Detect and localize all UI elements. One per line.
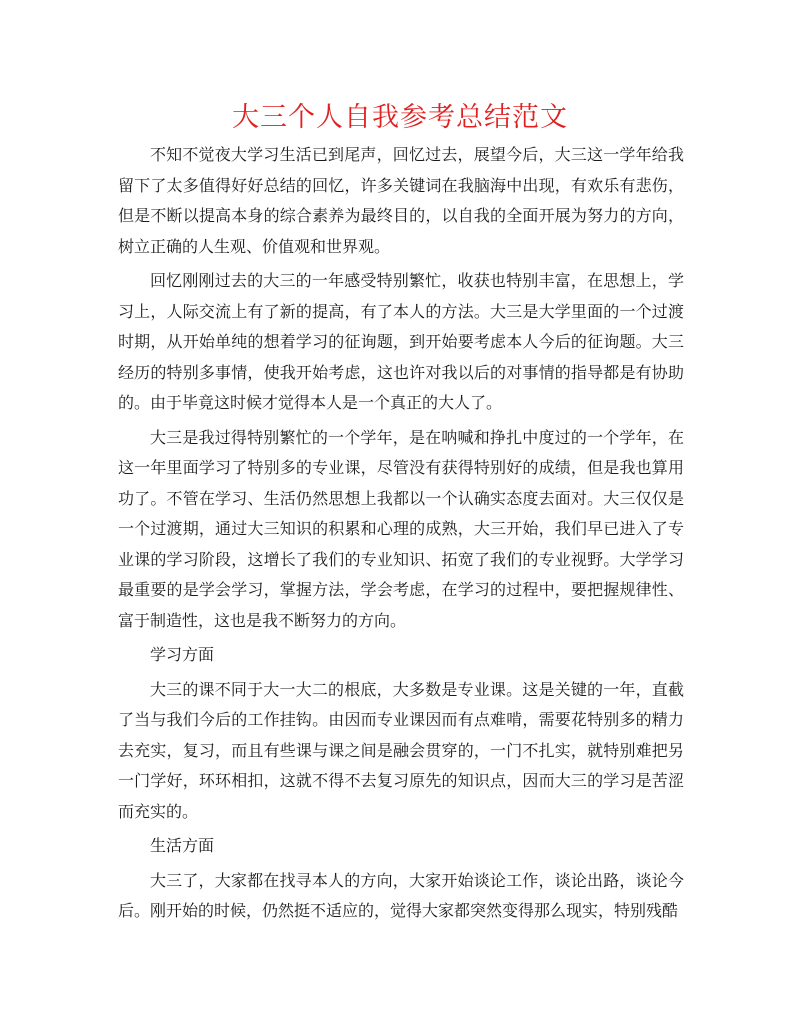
paragraph-life: 大三了，大家都在找寻本人的方向，大家开始谈论工作，谈论出路，谈论今后。刚开始的时候，仍然挺不适应的，觉得大家都突然变得那么现实，特别残酷 bbox=[118, 870, 684, 920]
paragraph-recollection: 回忆刚刚过去的大三的一年感受特别繁忙，收获也特别丰富，在思想上，学习上，人际交流上有了新的提高，有了本人的方法。大三是大学里面的一个过渡时期，从开始单纯的想着学习的征询题，到开始要考虑本人今后的征询题。大三经历的特别多事情，使我开始考虑，这也许对我以后的对事情的指导都是有协助的。由于毕竟这时候才觉得本人是一个真正的大人了。 bbox=[118, 271, 684, 412]
section-heading-study: 学习方面 bbox=[150, 645, 215, 664]
paragraph-intro: 不知不觉夜大学习生活已到尾声，回忆过去，展望今后，大三这一学年给我留下了太多值得好好总结的回忆，许多关键词在我脑海中出现，有欢乐有悲伤，但是不断以提高本身的综合素养为最终目的，以自我的全面开展为努力的方向，树立正确的人生观、价值观和世界观。 bbox=[118, 145, 684, 256]
paragraph-study: 大三的课不同于大一大二的根底，大多数是专业课。这是关键的一年，直截了当与我们今后的工作挂钩。由因而专业课因而有点难啃，需要花特别多的精力去充实，复习，而且有些课与课之间是融会贯穿的，一门不扎实，就特别难把另一门学好，环环相扣，这就不得不去复习原先的知识点，因而大三的学习是苦涩而充实的。 bbox=[118, 679, 684, 821]
document-title: 大三个人自我参考总结范文 bbox=[232, 102, 568, 133]
paragraph-busy-year: 大三是我过得特别繁忙的一个学年，是在呐喊和挣扎中度过的一个学年，在这一年里面学习了特别多的专业课，尽管没有获得特别好的成绩，但是我也算用功了。不管在学习、生活仍然思想上我都以一个认确实态度去面对。大三仅仅是一个过渡期，通过大三知识的积累和心理的成熟，大三开始，我们早已进入了专业课的学习阶段，这增长了我们的专业知识、拓宽了我们的专业视野。大学学习最重要的是学会学习，掌握方法，学会考虑，在学习的过程中，要把握规律性、富于制造性，这也是我不断努力的方向。 bbox=[118, 427, 684, 630]
section-heading-life: 生活方面 bbox=[150, 836, 215, 855]
document-body bbox=[118, 140, 684, 931]
